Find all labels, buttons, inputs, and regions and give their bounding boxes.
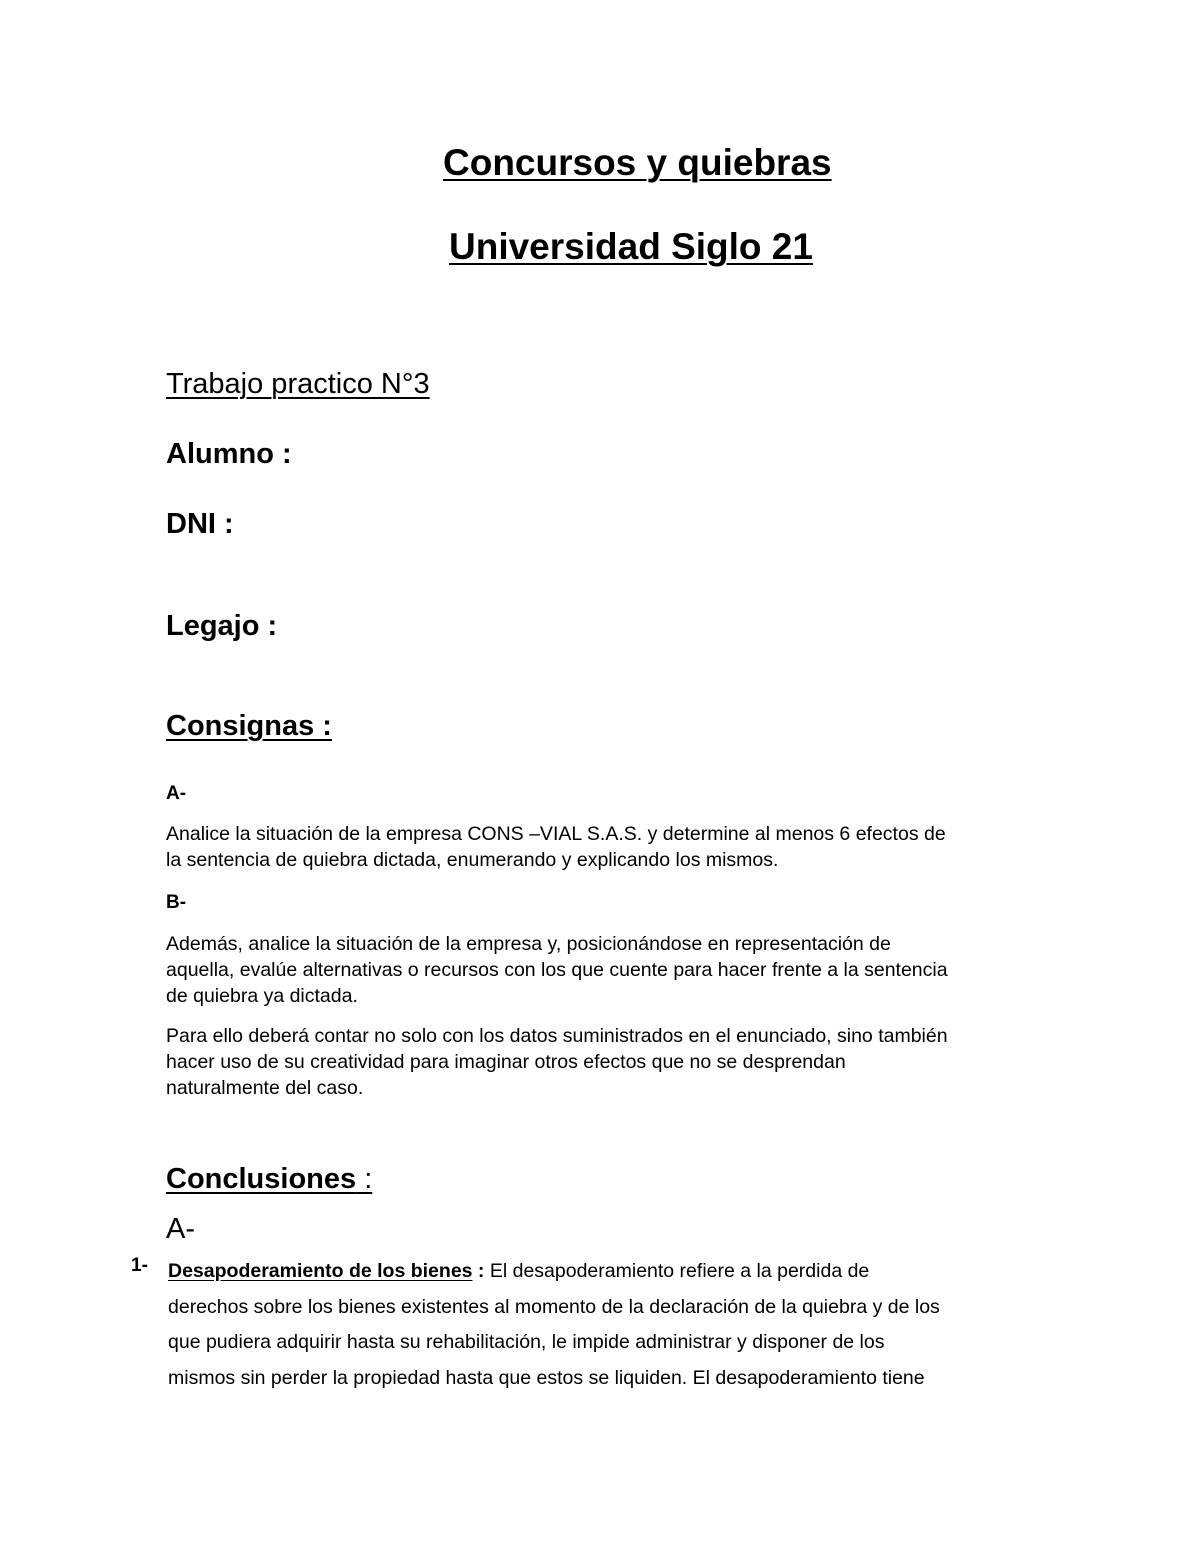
conclusion-a-marker: A- [166,1213,195,1245]
list-item-separator: : [472,1260,485,1282]
consignas-heading: Consignas : [166,710,332,742]
text-line: derechos sobre los bienes existentes al momento de la declaración de la quiebra y de los [168,1295,940,1318]
conclusiones-heading-text: Conclusiones [166,1163,357,1195]
consigna-b-marker: B- [166,892,187,913]
list-item-first-line [168,1254,1048,1290]
consigna-b-text [166,931,1046,1009]
consigna-note-text [166,1023,1046,1101]
list-item-number: 1- [131,1255,148,1276]
text-line: que pudiera adquirir hasta su rehabilitación, le impide administrar y disponer de los [168,1331,885,1353]
text-line: Analice la situación de la empresa CONS –VIAL S.A.S. y determine al menos 6 efectos de [166,823,946,845]
assignment-title: Trabajo practico N°3 [166,368,430,400]
list-item [168,1254,1048,1396]
list-item-text: El desapoderamiento refiere a la perdida de [484,1260,870,1282]
text-line: Para ello deberá contar no solo con los datos suministrados en el enunciado, sino también [166,1025,948,1047]
text-line: aquella, evalúe alternativas o recursos con los que cuente para hacer frente a la sentencia [166,959,948,981]
text-line: la sentencia de quiebra dictada, enumerando y explicando los mismos. [166,849,779,871]
document-title: Concursos y quiebras [443,142,832,183]
consigna-a-marker: A- [166,783,187,804]
dni-field: DNI : [166,508,234,540]
text-line: Además, analice la situación de la empresa y, posicionándose en representación de [166,933,891,955]
text-line: mismos sin perder la propiedad hasta que estos se liquiden. El desapoderamiento tiene [168,1366,925,1389]
text-line: naturalmente del caso. [166,1077,364,1099]
text-line: hacer uso de su creatividad para imaginar otros efectos que no se desprendan [166,1051,846,1073]
file-number-field: Legajo : [166,610,278,642]
institution-name: Universidad Siglo 21 [449,226,813,267]
consigna-a-text [166,821,1046,873]
text-line: de quiebra ya dictada. [166,985,358,1007]
conclusiones-heading-colon: : [356,1163,373,1195]
student-field: Alumno : [166,438,292,470]
conclusiones-heading [166,1163,372,1196]
list-item-heading: Desapoderamiento de los bienes [168,1260,473,1282]
